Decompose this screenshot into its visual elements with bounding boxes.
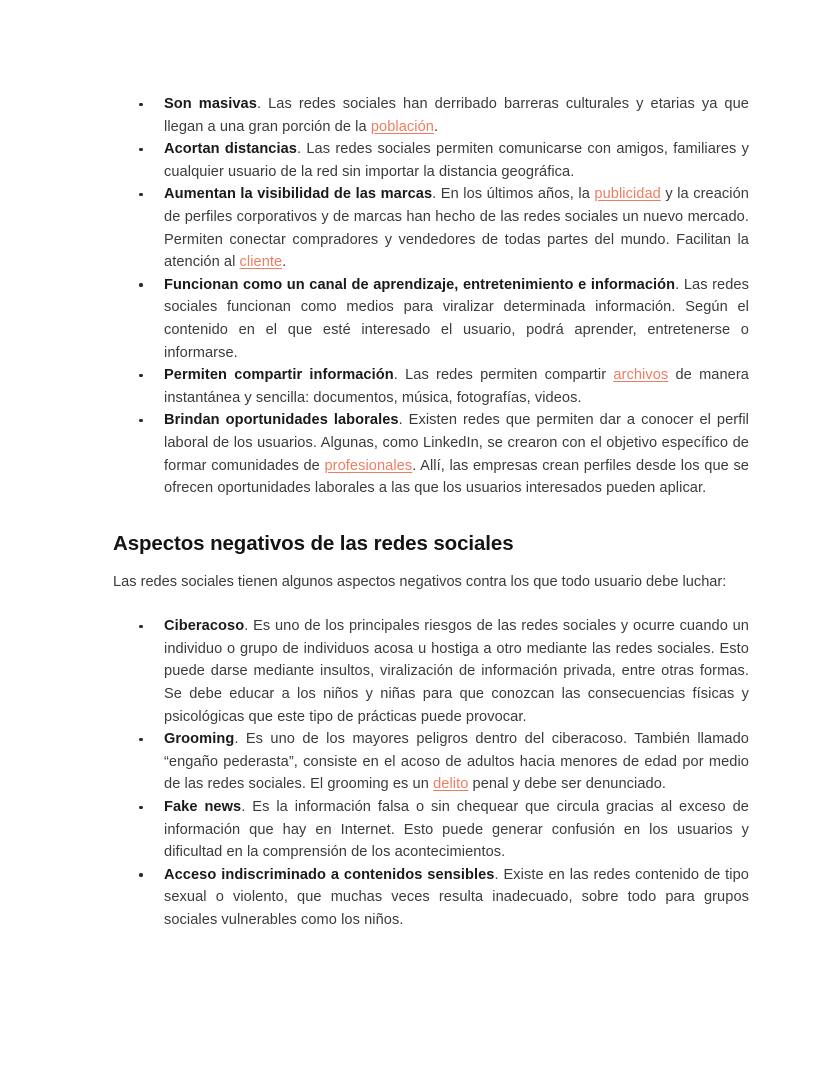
- positive-aspects-list: [113, 93, 749, 500]
- list-item-text: Acortan distancias. Las redes sociales permiten comunicarse con amigos, familiares y cualquier usuario de la red sin importar la distancia geográfica.: [164, 141, 749, 180]
- list-item-term: Permiten compartir información: [164, 367, 394, 384]
- list-item: [113, 796, 749, 864]
- negative-aspects-list: [113, 615, 749, 931]
- inline-link[interactable]: delito: [433, 776, 469, 793]
- list-item-text: Acceso indiscriminado a contenidos sensibles. Existe en las redes contenido de tipo sexual o violento, que muchas veces resulta inadecuado, sobre todo para grupos sociales vulnerables como los niños.: [164, 866, 749, 928]
- list-item-term: Grooming: [164, 731, 235, 748]
- list-item: [113, 364, 749, 409]
- list-item-text: Aumentan la visibilidad de las marcas. En los últimos años, la publicidad y la creación de perfiles corporativos y de marcas han hecho de las redes sociales un nuevo mercado. Permiten conectar compradores y vendedores de todas partes del mundo. Facilitan la atención al cliente.: [164, 186, 749, 271]
- page-title: Aspectos negativos de las redes sociales: [113, 531, 514, 555]
- list-item: [113, 409, 749, 499]
- document-content: [113, 93, 749, 932]
- list-item-term: Aumentan la visibilidad de las marcas: [164, 186, 433, 203]
- inline-link[interactable]: profesionales: [324, 457, 413, 474]
- list-item-term: Ciberacoso: [164, 618, 245, 635]
- list-item: [113, 274, 749, 364]
- list-item: [113, 183, 749, 273]
- list-item-text: Ciberacoso. Es uno de los principales riesgos de las redes sociales y ocurre cuando un individuo o grupo de individuos acosa u hostiga a otro mediante las redes sociales. Esto puede darse mediante insultos, viralización de información privada, entre otras formas. Se debe educar a los niños y niñas para que conozcan las consecuencias físicas y psicológicas que este tipo de prácticas puede provocar.: [164, 618, 749, 725]
- list-item: [113, 864, 749, 932]
- list-item-text: Permiten compartir información. Las redes permiten compartir archivos de manera instantánea y sencilla: documentos, música, fotografías, videos.: [164, 367, 749, 406]
- list-item-term: Acortan distancias: [164, 141, 297, 158]
- list-item-term: Funcionan como un canal de aprendizaje, entretenimiento e información: [164, 276, 676, 293]
- list-item-term: Fake news: [164, 799, 242, 816]
- list-item-term: Brindan oportunidades laborales: [164, 412, 399, 429]
- section-lead-paragraph: Las redes sociales tienen algunos aspectos negativos contra los que todo usuario debe luchar:: [113, 573, 727, 590]
- inline-link[interactable]: publicidad: [594, 186, 661, 203]
- inline-link[interactable]: archivos: [613, 367, 669, 384]
- list-item-text: Fake news. Es la información falsa o sin chequear que circula gracias al exceso de información que hay en Internet. Esto puede generar confusión en los usuarios y dificultad en la comprensión de los acontecimientos.: [164, 799, 749, 861]
- list-item-term: Son masivas: [164, 96, 257, 112]
- list-item: [113, 138, 749, 183]
- list-item: [113, 615, 749, 728]
- list-item-text: Funcionan como un canal de aprendizaje, entretenimiento e información. Las redes sociales funcionan como medios para viralizar determinada información. Según el contenido en el que esté interesado el usuario, podrá aprender, entretenerse o informarse.: [164, 276, 749, 361]
- list-item: [113, 93, 749, 138]
- inline-link[interactable]: cliente: [239, 254, 283, 271]
- list-item-text: Son masivas. Las redes sociales han derribado barreras culturales y etarias ya que llegan a una gran porción de la población.: [164, 96, 749, 135]
- list-item: [113, 728, 749, 796]
- list-item-term: Acceso indiscriminado a contenidos sensibles: [164, 866, 495, 883]
- list-item-text: Grooming. Es uno de los mayores peligros dentro del ciberacoso. También llamado “engaño pederasta”, consiste en el acoso de adultos hacia menores de edad por medio de las redes sociales. El grooming es un delito penal y debe ser denunciado.: [164, 731, 749, 793]
- spacer: [113, 593, 749, 615]
- list-item-text: Brindan oportunidades laborales. Existen redes que permiten dar a conocer el perfil laboral de los usuarios. Algunas, como LinkedIn, se crearon con el objetivo específico de formar comunidades de profesionales. Allí, las empresas crean perfiles desde los que se ofrecen oportunidades laborales a las que los usuarios interesados pueden aplicar.: [164, 412, 750, 497]
- inline-link[interactable]: población: [370, 118, 434, 135]
